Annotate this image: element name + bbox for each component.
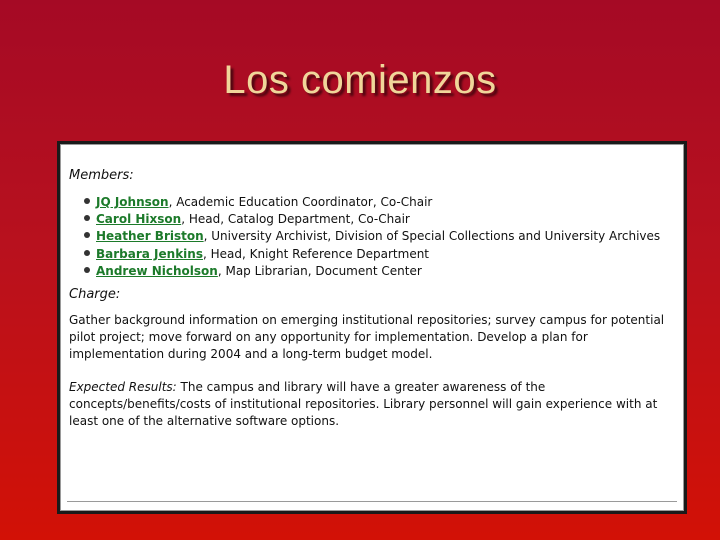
member-role: , Head, Catalog Department, Co-Chair [181,212,410,227]
charge-text: Gather background information on emerging institutional repositories; survey campus for potential pilot project; move forward on any opportunity for implementation. Develop a plan for implementation during 2004 and a long-term budget model. [69,312,665,361]
bottom-divider [67,501,677,502]
list-item [84,228,679,245]
members-heading: Members: [69,168,134,183]
list-item [84,246,679,263]
expected-results-text: The campus and library will have a greater awareness of the concepts/benefits/costs of institutional repositories. Library personnel will gain experience with at least one of the alternative software options. [69,379,658,428]
member-link-barbara-jenkins[interactable]: Barbara Jenkins [96,246,203,261]
member-role: , Head, Knight Reference Department [202,246,430,261]
list-item [84,194,679,211]
slide-title: Los comienzos [223,58,497,102]
member-link-heather-briston[interactable]: Heather Briston [96,229,204,244]
expected-results-paragraph [69,379,679,430]
member-role: , Map Librarian, Document Center [217,263,422,278]
member-link-jq-johnson[interactable]: JQ Johnson [96,195,169,209]
member-link-andrew-nicholson[interactable]: Andrew Nicholson [96,263,218,278]
bullet-icon [84,267,90,273]
member-link-carol-hixson[interactable]: Carol Hixson [96,212,182,227]
document-screenshot [57,141,687,514]
document-page [60,144,684,511]
bullet-icon [84,198,90,204]
expected-results-label: Expected Results: [69,379,177,394]
list-item [84,263,679,280]
members-list [84,194,679,280]
bullet-icon [84,215,90,221]
member-role: , Academic Education Coordinator, Co-Chair [168,195,433,209]
document-content [69,167,679,430]
list-item [84,211,679,228]
charge-heading: Charge: [69,286,121,302]
bullet-icon [84,232,90,238]
bullet-icon [84,250,90,256]
member-role: , University Archivist, Division of Special Collections and University Archives [203,229,661,244]
